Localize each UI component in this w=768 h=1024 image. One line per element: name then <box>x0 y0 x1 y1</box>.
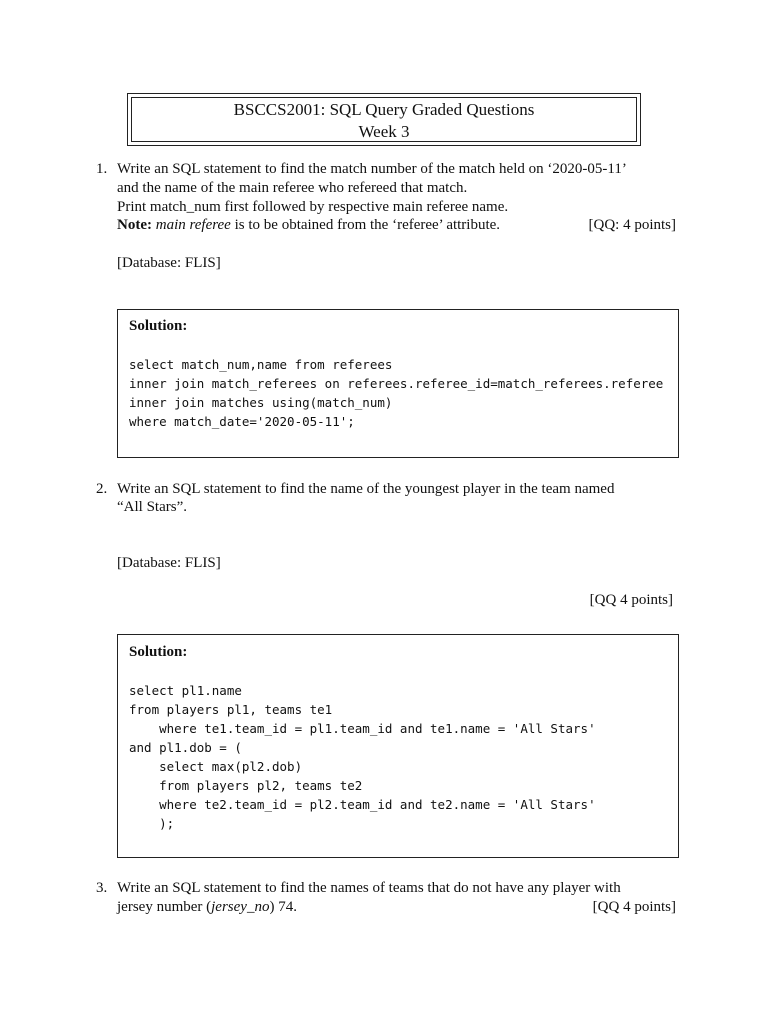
document-subtitle: Week 3 <box>358 122 410 141</box>
note-text: is to be obtained from the ‘referee’ attribute. <box>230 217 501 233</box>
question-2-points: [QQ 4 points] <box>589 592 673 608</box>
question-1-line1: Write an SQL statement to find the match number of the match held on ‘2020-05-11’ <box>117 161 627 177</box>
question-2-database: [Database: FLIS] <box>117 555 221 571</box>
question-3-number: 3. <box>96 880 108 896</box>
title-inner-frame <box>131 97 637 142</box>
question-1-line3: Print match_num first followed by respective main referee name. <box>117 199 509 215</box>
question-3-line2 <box>117 899 297 916</box>
question-3-line1: Write an SQL statement to find the names of teams that do not have any player with <box>117 880 621 896</box>
document-title: BSCCS2001: SQL Query Graded Questions <box>233 100 535 119</box>
question-2-number: 2. <box>96 481 108 497</box>
question-1-solution-code: select match_num,name from referees inner join match_referees on referees.referee_id=match_referees.referee inner join matches using(match_num) where match_date='2020-05-11'; <box>129 357 664 429</box>
question-1-database: [Database: FLIS] <box>117 255 221 271</box>
question-1-solution-box <box>117 309 679 458</box>
title-box <box>127 93 641 146</box>
question-2-solution-code: select pl1.name from players pl1, teams te1 where te1.team_id = pl1.team_id and te1.name = 'All Stars' and pl1.dob = ( select max(pl2.dob) from players pl2, teams te2 where te2.team_id = pl2.team_id and te2.name = 'All Stars' ); <box>129 683 596 831</box>
question-1-points: [QQ: 4 points] <box>588 217 676 233</box>
note-italic: main referee <box>155 217 231 233</box>
question-1-line2: and the name of the main referee who refereed that match. <box>117 180 468 196</box>
question-1-number: 1. <box>96 161 108 177</box>
q3-line2-suffix: ) 74. <box>269 899 297 915</box>
question-2-line1: Write an SQL statement to find the name of the youngest player in the team named <box>117 481 615 497</box>
q3-line2-prefix: jersey number ( <box>117 899 212 915</box>
q3-jersey-no: jersey_no <box>211 899 270 915</box>
question-2-solution-box <box>117 634 679 858</box>
question-2-solution-label: Solution: <box>129 644 188 660</box>
question-1-note <box>117 217 500 234</box>
note-label: Note: <box>117 217 152 233</box>
question-3-points: [QQ 4 points] <box>592 899 676 915</box>
question-1-solution-label: Solution: <box>129 318 188 334</box>
question-2-line2: “All Stars”. <box>117 499 187 515</box>
